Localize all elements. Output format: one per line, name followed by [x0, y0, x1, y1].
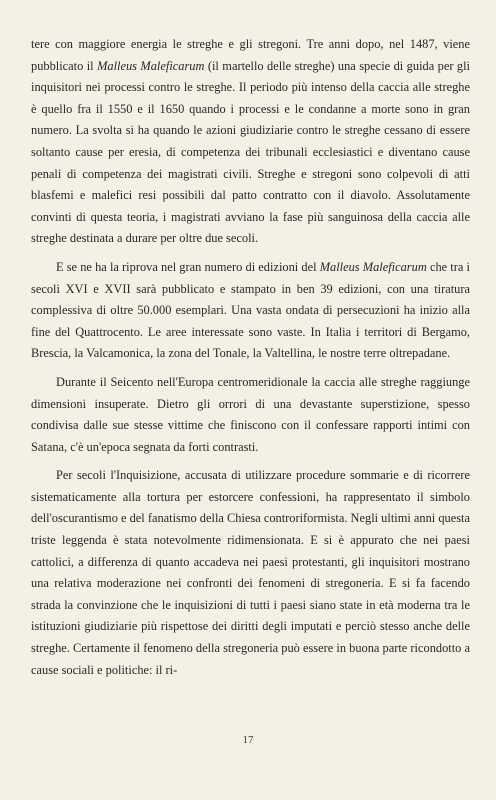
text-run: Per secoli l'Inquisizione, accusata di utilizzare procedure sommarie e di ricorrere sistematicamente alla tortura per estorcere confessioni, ha rappresentato il simbolo dell'oscurantismo e del fanatismo della Chiesa controriformista. Negli ultimi anni questa triste leggenda è stata notevolmente ridimensionata. E si è appurato che nei paesi cattolici, a differenza di quanto accadeva nei paesi protestanti, gli inquisitori mostrano una relativa moderazione nei confronti dei fenomeni di stregoneria. E si fa facendo strada la convinzione che le inquisizioni di tutti i paesi siano state in età moderna tra le istituzioni giudiziarie più rispettose dei diritti degli imputati e perciò stesso anche delle streghe. Certamente il fenomeno della stregoneria può essere in buona parte ricondotto a cause sociali e politiche: il ri-	[31, 468, 470, 677]
page-number: 17	[242, 734, 254, 746]
paragraph	[31, 465, 470, 681]
paragraph	[31, 372, 470, 458]
italic-title: Malleus Maleficarum	[97, 58, 205, 73]
paragraph	[31, 34, 470, 250]
paragraph	[31, 257, 470, 365]
text-run: (il martello delle streghe) una specie di guida per gli inquisitori nei processi contro le streghe. Il periodo più intenso della caccia alle streghe è quello fra il 1550 e il 1650 quando i processi e le condanne a morte sono in gran numero. La svolta si ha quando le azioni giudiziarie contro le streghe cessano di essere soltanto cause per eresia, di competenza dei tribunali ecclesiastici e diventano cause penali di competenza dei magistrati civili. Streghe e stregoni sono colpevoli di atti blasfemi e malefici resi possibili dal patto contratto con il diavolo. Assolutamente convinti di questa teoria, i magistrati avviano la fase più sanguinosa della caccia alle streghe destinata a durare per oltre due secoli.	[31, 58, 470, 246]
text-run: tere con maggiore energia le streghe e gli stregoni. Tre anni dopo, nel 1487, viene pubblicato il	[31, 37, 470, 73]
text-run: E se ne ha la riprova nel gran numero di edizioni del	[56, 259, 320, 274]
text-run: che tra i secoli XVI e XVII sarà pubblicato e stampato in ben 39 edizioni, con una tiratura complessiva di oltre 50.000 esemplari. Una vasta ondata di persecuzioni ha inizio alla fine del Quattrocento. Le aree interessate sono vaste. In Italia i territori di Bergamo, Brescia, la Valcamonica, la zona del Tonale, la Valtellina, le nostre terre oltrepadane.	[31, 259, 470, 361]
italic-title: Malleus Maleficarum	[319, 259, 427, 274]
body-text	[31, 34, 470, 681]
text-run: Durante il Seicento nell'Europa centromeridionale la caccia alle streghe raggiunge dimensioni insuperate. Dietro gli orrori di una devastante superstizione, spesso condivisa dalle sue stesse vittime che finiscono con il confessare rapporti intimi con Satana, c'è un'epoca segnata da forti contrasti.	[31, 374, 470, 454]
